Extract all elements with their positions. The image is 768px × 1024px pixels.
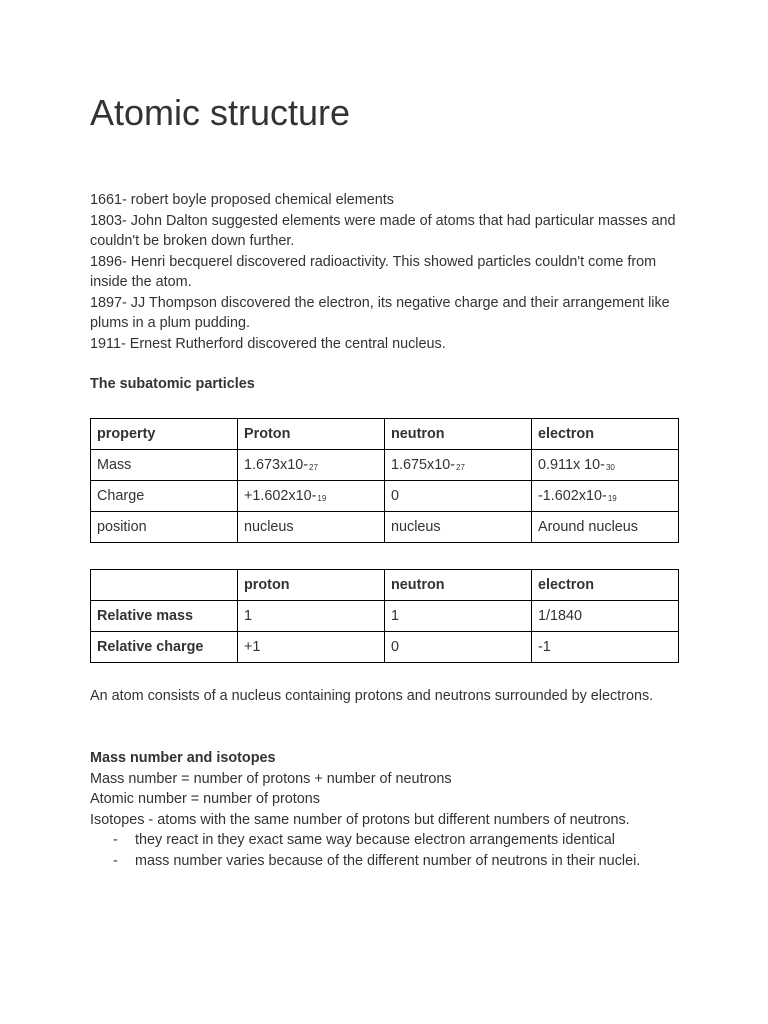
bullet-marker: -: [113, 852, 118, 869]
table-cell: 1: [238, 601, 385, 632]
row-label: position: [91, 512, 238, 543]
definition-line: Isotopes - atoms with the same number of protons but different numbers of neutrons.: [90, 811, 630, 828]
history-entry: 1911- Ernest Rutherford discovered the central nucleus.: [90, 335, 446, 352]
table-cell: -1: [532, 632, 679, 663]
table-cell: 0: [385, 632, 532, 663]
table-row: [91, 450, 679, 481]
table-cell: 0: [385, 481, 532, 512]
table-cell: 1/1840: [532, 601, 679, 632]
row-label: Relative charge: [91, 632, 238, 663]
row-label: Relative mass: [91, 601, 238, 632]
table-row: [91, 632, 679, 663]
page-title: Atomic structure: [90, 92, 351, 133]
table-header-cell: property: [91, 419, 238, 450]
history-entry: 1897- JJ Thompson discovered the electron, its negative charge and their arrangement like plums in a plum pudding.: [90, 294, 670, 331]
history-timeline: [90, 190, 680, 354]
bullet-text: they react in they exact same way because electron arrangements identical: [135, 832, 615, 848]
table-row: [91, 481, 679, 512]
table-cell: $1.675x10-_{27}$: [385, 450, 532, 481]
table-cell: 0.911x $10-_{30}$: [532, 450, 679, 481]
table-header-cell: neutron: [385, 419, 532, 450]
bullet-marker: -: [113, 832, 118, 848]
table-cell: $-1.602x10-_{19}$: [532, 481, 679, 512]
table-cell: 1: [385, 601, 532, 632]
table-header-row: [91, 419, 679, 450]
row-label: Charge: [91, 481, 238, 512]
subatomic-heading: The subatomic particles: [90, 376, 255, 392]
table-row: [91, 512, 679, 543]
table-header-cell: electron: [532, 419, 679, 450]
table-cell: nucleus: [238, 512, 385, 543]
history-entry: 1803- John Dalton suggested elements were made of atoms that had particular masses and couldn't be broken down further.: [90, 212, 676, 249]
table-header-cell: Proton: [238, 419, 385, 450]
table-header-cell: proton: [238, 570, 385, 601]
bullet-text: mass number varies because of the different number of neutrons in their nuclei.: [135, 852, 641, 869]
table-cell: nucleus: [385, 512, 532, 543]
definition-line: Atomic number = number of protons: [90, 791, 320, 807]
table-cell: +1: [238, 632, 385, 663]
table-header-cell: electron: [532, 570, 679, 601]
mass-section-heading: Mass number and isotopes: [90, 750, 276, 766]
history-entry: 1661- robert boyle proposed chemical elements: [90, 192, 394, 208]
list-item: [90, 851, 690, 872]
atom-description: An atom consists of a nucleus containing protons and neutrons surrounded by electrons.: [90, 688, 654, 704]
isotope-bullet-list: [90, 830, 690, 871]
table-cell: $+1.602x10-_{19}$: [238, 481, 385, 512]
table-header-cell: [91, 570, 238, 601]
list-item: [90, 830, 690, 851]
row-label: Mass: [91, 450, 238, 481]
history-entry: 1896- Henri becquerel discovered radioactivity. This showed particles couldn't come from inside the atom.: [90, 253, 657, 290]
table-cell: Around nucleus: [532, 512, 679, 543]
particle-properties-table: [90, 418, 679, 543]
mass-number-section: [90, 748, 690, 871]
table-header-cell: neutron: [385, 570, 532, 601]
definition-line: Mass number = number of protons + number of neutrons: [90, 770, 452, 787]
relative-values-table: [90, 569, 679, 663]
table-cell: $1.673x10-_{27}$: [238, 450, 385, 481]
table-header-row: [91, 570, 679, 601]
table-row: [91, 601, 679, 632]
